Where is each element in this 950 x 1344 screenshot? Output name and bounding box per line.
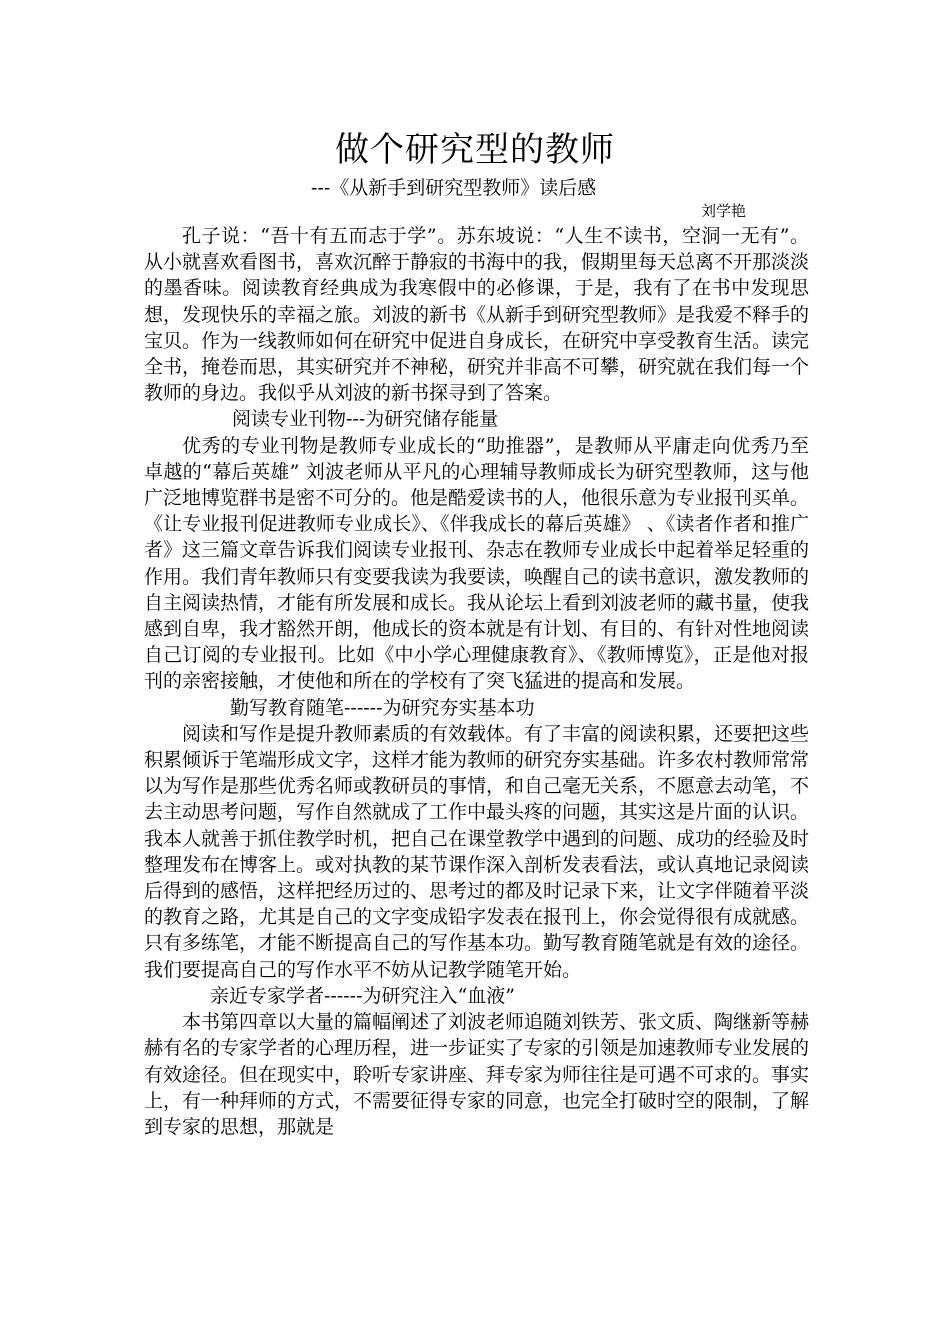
document-title: 做个研究型的教师 bbox=[335, 130, 615, 170]
section-heading-writing: 勤写教育随笔------为研究夯实基本功 bbox=[230, 696, 535, 719]
experts-paragraph: 本书第四章以大量的篇幅阐述了刘波老师追随刘铁芳、张文质、陶继新等赫赫有名的专家学者的心理历程，进一步证实了专家的引领是加速教师专业发展的有效途径。但在现实中，聆听专家讲座、拜专家为师往往是可遇不可求的。事实上，有一种拜师的方式，不需要征得专家的同意，也完全打破时空的限制，了解到专家的思想，那就是 bbox=[144, 1011, 810, 1138]
document-subtitle: ---《从新手到研究型教师》读后感 bbox=[311, 177, 597, 199]
reading-paragraph: 优秀的专业刊物是教师专业成长的“助推器”，是教师从平庸走向优秀乃至卓越的“幕后英雄” 刘波老师从平凡的心理辅导教师成长为研究型教师，这与他广泛地博览群书是密不可分的。他是酷爱读书的人，他很乐意为专业报刊买单。《让专业报刊促进教师专业成长》、《伴我成长的幕后英雄》 、《读者作者和推广者》这三篇文章告诉我们阅读专业报刊、杂志在教师专业成长中起着举足轻重的作用。我们青年教师只有变要我读为我要读，唤醒自己的读书意识，激发教师的自主阅读热情，才能有所发展和成长。我从论坛上看到刘波老师的藏书量，使我感到自卑，我才豁然开朗，他成长的资本就是有计划、有目的、有针对性地阅读自己订阅的专业报刊。比如《中小学心理健康教育》、《教师博览》，正是他对报刊的亲密接触，才使他和所在的学校有了突飞猛进的提高和发展。 bbox=[144, 434, 810, 693]
document-author: 刘学艳 bbox=[701, 202, 747, 220]
intro-paragraph: 孔子说：“吾十有五而志于学”。苏东坡说：“人生不读书，空洞一无有”。从小就喜欢看图书，喜欢沉醉于静寂的书海中的我，假期里每天总离不开那淡淡的墨香味。阅读教育经典成为我寒假中的必修课，于是，我有了在书中发现思想，发现快乐的幸福之旅。刘波的新书《从新手到研究型教师》是我爱不释手的宝贝。作为一线教师如何在研究中促进自身成长，在研究中享受教育生活。读完全书，掩卷而思，其实研究并不神秘，研究并非高不可攀，研究就在我们每一个教师的身边。我似乎从刘波的新书探寻到了答案。 bbox=[144, 225, 810, 405]
section-heading-reading: 阅读专业刊物---为研究储存能量 bbox=[232, 408, 499, 431]
writing-paragraph: 阅读和写作是提升教师素质的有效载体。有了丰富的阅读积累，还要把这些积累倾诉于笔端形成文字，这样才能为教师的研究夯实基础。许多农村教师常常以为写作是那些优秀名师或教研员的事情，和自己毫无关系，不愿意去动笔，不去主动思考问题，写作自然就成了工作中最头疼的问题，其实这是片面的认识。我本人就善于抓住教学时机，把自己在课堂教学中遇到的问题、成功的经验及时整理发布在博客上。或对执教的某节课作深入剖析发表看法，或认真地记录阅读后得到的感悟，这样把经历过的、思考过的都及时记录下来，让文字伴随着平淡的教育之路，尤其是自己的文字变成铅字发表在报刊上，你会觉得很有成就感。只有多练笔，才能不断提高自己的写作基本功。勤写教育随笔就是有效的途径。我们要提高自己的写作水平不妨从记教学随笔开始。 bbox=[144, 722, 810, 981]
document-body bbox=[144, 223, 809, 1140]
section-heading-experts: 亲近专家学者------为研究注入“血液” bbox=[210, 984, 515, 1007]
